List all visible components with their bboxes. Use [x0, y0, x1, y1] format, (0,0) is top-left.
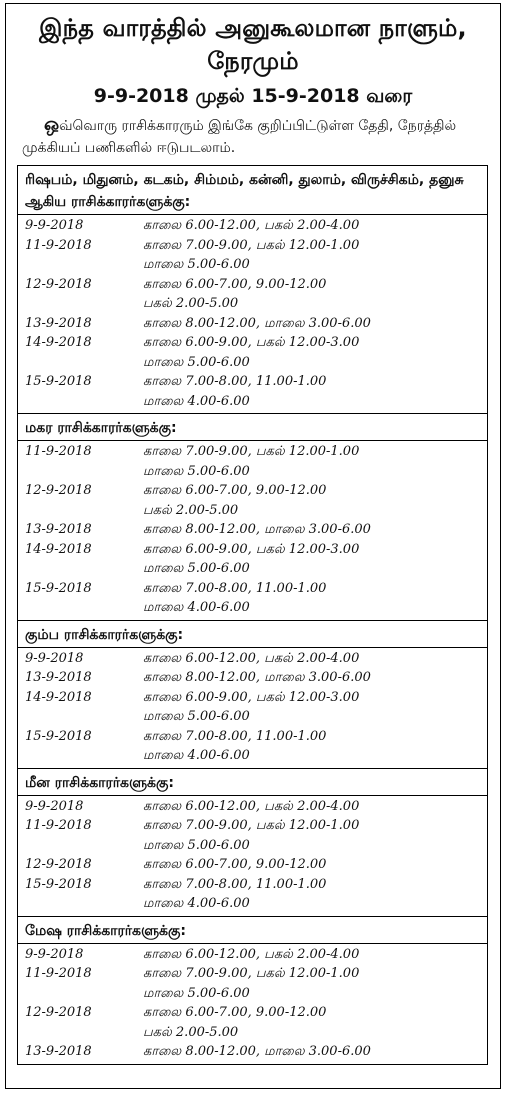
article-box: [5, 3, 501, 1089]
entry-times: [143, 442, 487, 481]
entry-times: [143, 216, 487, 236]
time-slot: காலை 6.00-12.00, பகல் 2.00-4.00: [143, 650, 360, 666]
section-divider: [18, 647, 487, 648]
entry-times: [143, 964, 487, 1003]
entry-times: [143, 579, 487, 618]
time-slot: காலை 7.00-9.00, பகல் 12.00-1.00: [143, 237, 360, 253]
time-slot: மாலை 4.00-6.00: [143, 896, 250, 911]
time-slot: காலை 7.00-9.00, பகல் 12.00-1.00: [143, 966, 360, 981]
entry-times: [143, 1003, 487, 1042]
entry-date: 12-9-2018: [25, 1005, 92, 1020]
entry-times: [143, 333, 487, 372]
time-slot: மாலை 5.00-6.00: [143, 257, 250, 272]
entry-times: [143, 875, 487, 914]
time-slot: காலை 8.00-12.00, மாலை 3.00-6.00: [143, 670, 371, 685]
time-slot: காலை 6.00-7.00, 9.00-12.00: [143, 857, 327, 872]
intro-text: வ்வொரு ராசிக்காரரும் இங்கே குறிப்பிட்டுள்ள தேதி, நேரத்தில் முக்கியப் பணிகளில் ஈடுபடலாம்.: [22, 118, 457, 156]
time-slot: காலை 6.00-7.00, 9.00-12.00: [143, 1005, 327, 1020]
time-slot: மாலை 4.00-6.00: [143, 393, 250, 409]
entry-date: 13-9-2018: [25, 1044, 92, 1059]
time-slot: காலை 7.00-8.00, 11.00-1.00: [143, 374, 327, 389]
time-slot: காலை 6.00-7.00, 9.00-12.00: [143, 276, 327, 292]
time-slot: காலை 6.00-12.00, பகல் 2.00-4.00: [143, 798, 360, 814]
entry-times: [143, 481, 487, 520]
schedule-row: [18, 442, 487, 481]
section-heading: மேஷ ராசிக்காரர்களுக்கு:: [25, 922, 186, 939]
section-heading: மீன ராசிக்காரர்களுக்கு:: [25, 774, 174, 791]
section-divider: [18, 795, 487, 796]
zodiac-section: [18, 769, 487, 917]
time-slot: காலை 6.00-12.00, பகல் 2.00-4.00: [143, 218, 360, 233]
entry-date: 15-9-2018: [25, 876, 92, 892]
schedule-row: [18, 875, 487, 914]
schedule-table: [17, 165, 488, 1065]
entry-date: 15-9-2018: [25, 374, 92, 389]
time-slot: மாலை 4.00-6.00: [143, 600, 250, 615]
time-slot: பகல் 2.00-5.00: [143, 296, 239, 311]
time-slot: பகல் 2.00-5.00: [143, 502, 239, 518]
time-slot: காலை 8.00-12.00, மாலை 3.00-6.00: [143, 1044, 371, 1059]
time-slot: காலை 8.00-12.00, மாலை 3.00-6.00: [143, 315, 371, 331]
entry-date: 11-9-2018: [25, 444, 92, 459]
schedule-row: [18, 372, 487, 411]
entry-date: 12-9-2018: [25, 276, 92, 292]
schedule-row: [18, 964, 487, 1003]
entry-times: [143, 236, 487, 275]
time-slot: காலை 7.00-8.00, 11.00-1.00: [143, 728, 327, 744]
entry-times: [143, 688, 487, 727]
entry-times: [143, 945, 487, 965]
time-slot: காலை 7.00-8.00, 11.00-1.00: [143, 580, 327, 596]
schedule-row: [18, 333, 487, 372]
entry-date: 15-9-2018: [25, 580, 92, 596]
entry-date: 11-9-2018: [25, 237, 92, 253]
time-slot: காலை 6.00-9.00, பகல் 12.00-3.00: [143, 541, 360, 557]
zodiac-section: [18, 917, 487, 1065]
schedule-row: [18, 1003, 487, 1042]
section-divider: [18, 440, 487, 441]
entry-date: 9-9-2018: [25, 218, 84, 233]
entry-date: 12-9-2018: [25, 857, 92, 872]
zodiac-section: [18, 621, 487, 769]
time-slot: பகல் 2.00-5.00: [143, 1024, 239, 1040]
entry-times: [143, 855, 487, 875]
time-slot: மாலை 5.00-6.00: [143, 709, 250, 724]
entry-times: [143, 816, 487, 855]
entry-date: 11-9-2018: [25, 966, 92, 981]
time-slot: மாலை 5.00-6.00: [143, 354, 250, 370]
entry-times: [143, 1042, 487, 1062]
entry-times: [143, 372, 487, 411]
entry-date: 12-9-2018: [25, 483, 92, 498]
schedule-row: [18, 688, 487, 727]
schedule-row: [18, 649, 487, 669]
section-divider: [18, 214, 487, 215]
section-divider: [18, 943, 487, 944]
entry-times: [143, 275, 487, 314]
time-slot: மாலை 5.00-6.00: [143, 561, 250, 576]
intro-drop-letter: ஒ: [44, 114, 60, 135]
schedule-row: [18, 668, 487, 688]
time-slot: மாலை 5.00-6.00: [143, 985, 250, 1001]
time-slot: காலை 7.00-9.00, பகல் 12.00-1.00: [143, 818, 360, 833]
entry-date: 14-9-2018: [25, 335, 92, 350]
entry-date: 9-9-2018: [25, 946, 84, 962]
entry-times: [143, 797, 487, 817]
entry-date: 13-9-2018: [25, 670, 92, 685]
time-slot: காலை 6.00-9.00, பகல் 12.00-3.00: [143, 689, 360, 705]
schedule-row: [18, 275, 487, 314]
time-slot: காலை 6.00-9.00, பகல் 12.00-3.00: [143, 335, 360, 350]
entry-date: 9-9-2018: [25, 650, 84, 666]
section-heading: கும்ப ராசிக்காரர்களுக்கு:: [25, 626, 184, 643]
entry-date: 13-9-2018: [25, 315, 92, 331]
intro-paragraph: [22, 114, 492, 159]
section-heading: மகர ராசிக்காரர்களுக்கு:: [25, 420, 177, 436]
schedule-row: [18, 1042, 487, 1062]
schedule-row: [18, 797, 487, 817]
section-heading: ரிஷபம், மிதுனம், கடகம், சிம்மம், கன்னி, துலாம், விருச்சிகம், தனுசு ஆகிய ராசிக்காரர்களுக்கு:: [25, 172, 464, 210]
entry-times: [143, 727, 487, 766]
page-title: இந்த வாரத்தில் அனுகூலமான நாளும், நேரமும்: [39, 14, 467, 75]
schedule-row: [18, 579, 487, 618]
schedule-row: [18, 520, 487, 540]
time-slot: காலை 8.00-12.00, மாலை 3.00-6.00: [143, 522, 371, 537]
entry-times: [143, 540, 487, 579]
entry-date: 14-9-2018: [25, 689, 92, 705]
entry-times: [143, 649, 487, 669]
time-slot: காலை 7.00-9.00, பகல் 12.00-1.00: [143, 444, 360, 459]
time-slot: காலை 6.00-12.00, பகல் 2.00-4.00: [143, 946, 360, 962]
entry-date: 15-9-2018: [25, 728, 92, 744]
entry-date: 9-9-2018: [25, 798, 84, 814]
time-slot: மாலை 5.00-6.00: [143, 837, 250, 853]
entry-times: [143, 520, 487, 540]
zodiac-section: [18, 166, 487, 414]
entry-times: [143, 314, 487, 334]
entry-times: [143, 668, 487, 688]
schedule-row: [18, 855, 487, 875]
date-range: 9-9-2018 முதல் 15-9-2018 வரை: [93, 85, 413, 107]
schedule-row: [18, 816, 487, 855]
time-slot: காலை 7.00-8.00, 11.00-1.00: [143, 876, 327, 892]
entry-date: 11-9-2018: [25, 818, 92, 833]
schedule-row: [18, 540, 487, 579]
entry-date: 14-9-2018: [25, 541, 92, 557]
schedule-row: [18, 945, 487, 965]
entry-date: 13-9-2018: [25, 522, 92, 537]
schedule-row: [18, 727, 487, 766]
time-slot: மாலை 5.00-6.00: [143, 463, 250, 479]
time-slot: காலை 6.00-7.00, 9.00-12.00: [143, 483, 327, 498]
schedule-row: [18, 236, 487, 275]
schedule-row: [18, 216, 487, 236]
time-slot: மாலை 4.00-6.00: [143, 748, 250, 763]
zodiac-section: [18, 414, 487, 621]
schedule-row: [18, 314, 487, 334]
schedule-row: [18, 481, 487, 520]
